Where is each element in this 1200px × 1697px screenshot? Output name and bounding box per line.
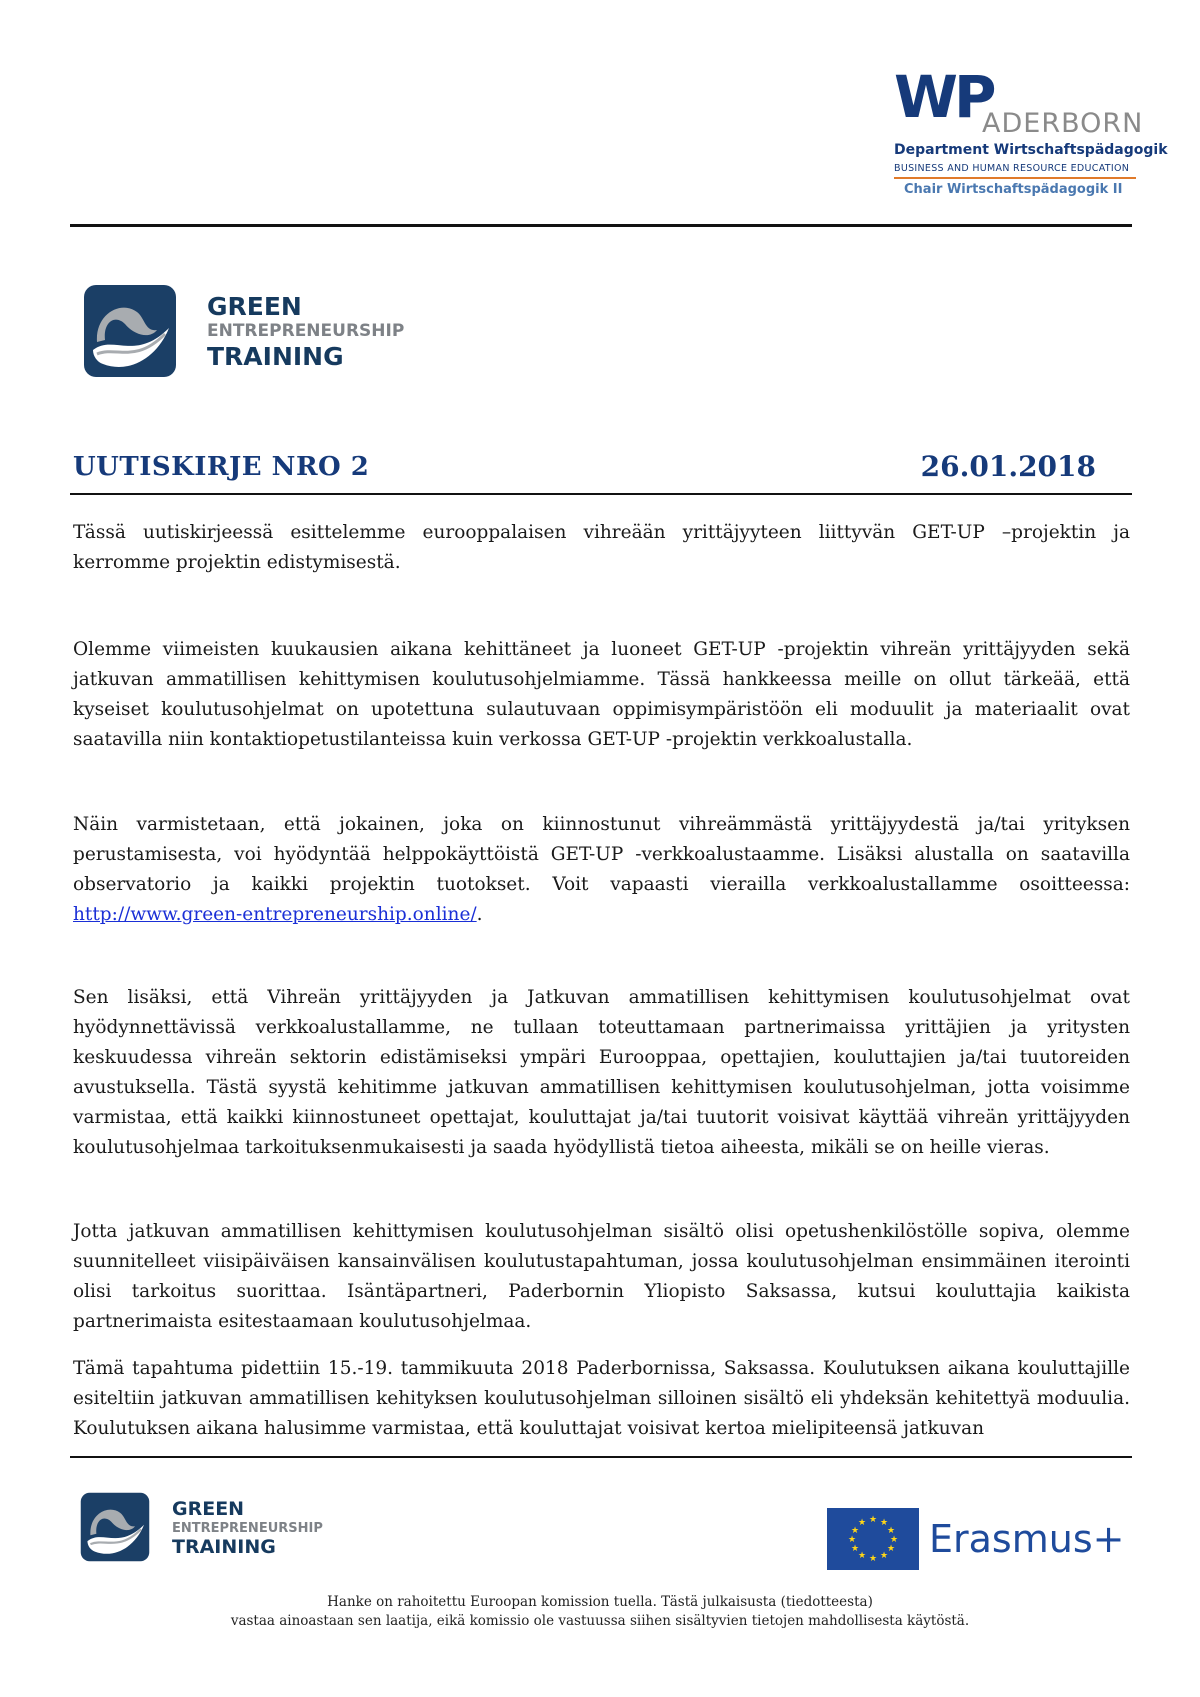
svg-text:★: ★	[868, 1515, 878, 1525]
get-logo-line2: ENTREPRENEURSHIP	[207, 321, 405, 341]
disclaimer-line-1: Hanke on rahoitettu Euroopan komission tuella. Tästä julkaisusta (tiedotteesta)	[327, 1594, 873, 1610]
green-entrepreneurship-emblem-icon	[83, 284, 177, 378]
svg-text:★: ★	[879, 1518, 889, 1528]
erasmus-label: Erasmus+	[929, 1517, 1125, 1561]
wp-logo-subtitle: BUSINESS AND HUMAN RESOURCE EDUCATION	[894, 163, 1130, 174]
footer-get-logo-line1: GREEN	[172, 1498, 245, 1520]
svg-text:★: ★	[886, 1526, 896, 1536]
svg-text:★: ★	[850, 1526, 860, 1536]
paragraph-platform	[73, 810, 1130, 930]
svg-text:★: ★	[850, 1544, 860, 1554]
erasmus-logo	[827, 1508, 1132, 1574]
get-logo	[83, 284, 403, 378]
footer-get-logo-line2: ENTREPRENEURSHIP	[172, 1521, 323, 1536]
platform-link[interactable]: http://www.green-entrepreneurship.online/	[73, 904, 477, 925]
newsletter-title: UUTISKIRJE NRO 2	[73, 452, 370, 482]
get-logo-line1: GREEN	[207, 292, 302, 321]
eu-flag-icon	[827, 1508, 919, 1570]
wp-logo-chair: Chair Wirtschaftspädagogik II	[904, 182, 1123, 197]
wp-logo-accent-rule	[894, 177, 1136, 179]
paragraph-intro: Tässä uutiskirjeessä esittelemme eurooppalaisen vihreään yrittäjyyteen liittyvän GET-UP –projektin ja kerromme projektin edistymisestä.	[73, 522, 1130, 573]
paragraph-training-event: Jotta jatkuvan ammatillisen kehittymisen koulutusohjelman sisältö olisi opetushenkilöstölle sopiva, olemme suunnitelleet viisipäiväisen kansainvälisen koulutustapahtuman, jossa koulutusohjelman ensimmäinen iterointi olisi tarkoitus suorittaa. Isäntäpartneri, Paderbornin Yliopisto Saksassa, kutsui kouluttajia kaikista partnerimaista esitestaamaan koulutusohjelmaa.	[73, 1221, 1130, 1332]
paragraph-development: Olemme viimeisten kuukausien aikana kehittäneet ja luoneet GET-UP -projektin vihreän yrittäjyyden sekä jatkuvan ammatillisen kehittymisen koulutusohjelmiamme. Tässä hankkeessa meille on ollut tärkeää, että kyseiset koulutusohjelmat on upotettuna sulautuvaan oppimisympäristöön eli moduulit ja materiaalit ovat saatavilla niin kontaktiopetustilanteissa kuin verkossa GET-UP -projektin verkkoalustalla.	[73, 639, 1130, 750]
wp-paderborn-logo	[880, 63, 1168, 204]
header-divider	[70, 224, 1132, 227]
get-logo-line3: TRAINING	[207, 342, 344, 371]
disclaimer-line-2: vastaa ainoastaan sen laatija, eikä komissio ole vastuussa siihen sisältyvien tietojen mahdollisesta käytöstä.	[230, 1613, 970, 1629]
svg-text:★: ★	[847, 1535, 857, 1545]
paragraph-event-details: Tämä tapahtuma pidettiin 15.-19. tammikuuta 2018 Paderbornissa, Saksassa. Koulutuksen aikana kouluttajille esiteltiin jatkuvan ammatillisen kehityksen koulutusohjelman silloinen sisältö eli yhdeksän kehitettyä moduulia. Koulutuksen aikana halusimme varmistaa, että kouluttajat voisivat kertoa mielipiteensä jatkuvan	[73, 1358, 1130, 1439]
svg-text:★: ★	[857, 1551, 867, 1561]
wp-logo-letters: WP	[894, 63, 993, 131]
paragraph-platform-end: .	[476, 904, 483, 925]
paragraph-training-programs: Sen lisäksi, että Vihreän yrittäjyyden ja Jatkuvan ammatillisen kehittymisen koulutusohjelmat ovat hyödynnettävissä verkkoalustallamme, ne tullaan toteuttamaan partnerimaissa yrittäjien ja yritysten keskuudessa vihreän sektorin edistämiseksi ympäri Eurooppaa, opettajien, kouluttajien ja/tai tuutoreiden avustuksella. Tästä syystä kehitimme jatkuvan ammatillisen kehittymisen koulutusohjelman, jotta voisimme varmistaa, että kaikki kiinnostuneet opettajat, kouluttajat ja/tai tuutorit voisivat käyttää vihreän yrittäjyyden koulutusohjelmaa tarkoituksenmukaisesti ja saada hyödyllistä tietoa aiheesta, mikäli se on heille vieras.	[73, 987, 1130, 1158]
svg-text:★: ★	[879, 1551, 889, 1561]
wp-logo-department: Department Wirtschaftspädagogik	[894, 142, 1168, 158]
footer-get-logo	[80, 1492, 323, 1562]
newsletter-date: 26.01.2018	[920, 450, 1096, 483]
eu-stars-icon	[827, 1508, 919, 1570]
svg-text:★: ★	[889, 1535, 899, 1545]
title-divider	[70, 493, 1132, 495]
paragraph-platform-text: Näin varmistetaan, että jokainen, joka on kiinnostunut vihreämmästä yrittäjyydestä ja/tai yrityksen perustamisesta, voi hyödyntää helppokäyttöistä GET-UP -verkkoalustaamme. Lisäksi alustalla on saatavilla observatorio ja kaikki projektin tuotokset. Voit vapaasti vierailla verkkoalustallamme osoitteessa:	[73, 814, 1130, 895]
footer-divider	[70, 1456, 1132, 1458]
footer-green-entrepreneurship-emblem-icon	[80, 1492, 150, 1562]
svg-text:★: ★	[868, 1554, 878, 1564]
svg-text:★: ★	[857, 1518, 867, 1528]
svg-text:★: ★	[886, 1544, 896, 1554]
footer-get-logo-line3: TRAINING	[172, 1536, 276, 1558]
wp-logo-city: ADERBORN	[982, 108, 1144, 139]
